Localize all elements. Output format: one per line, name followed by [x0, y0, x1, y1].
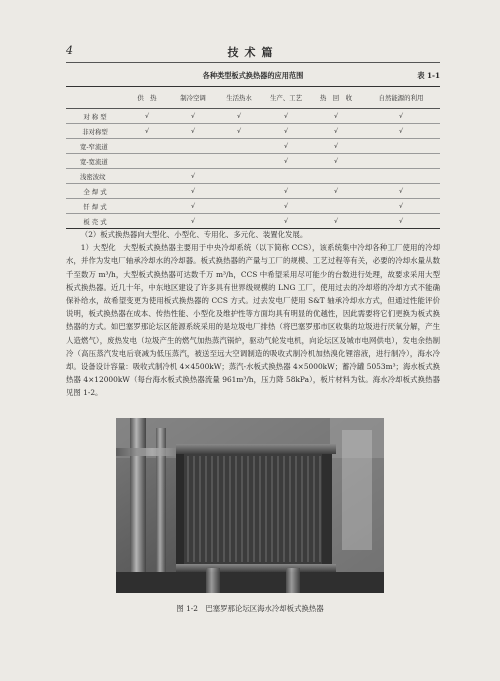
column-header: 自然能源的利用: [362, 87, 440, 109]
row-label: 钎 焊 式: [66, 199, 124, 214]
check-mark: √: [262, 154, 310, 169]
table-row: [66, 154, 440, 169]
row-label: 全 焊 式: [66, 184, 124, 199]
check-mark: [216, 169, 262, 184]
check-mark: [170, 154, 216, 169]
table-row: [66, 169, 440, 184]
check-mark: √: [170, 124, 216, 139]
column-header: 生产、工艺: [262, 87, 310, 109]
check-mark: [216, 139, 262, 154]
row-label: 非对称型: [66, 124, 124, 139]
figure-caption: 图 1-2 巴塞罗那论坛区海水冷却板式换热器: [176, 604, 324, 613]
column-header: 生活热水: [216, 87, 262, 109]
check-mark: √: [310, 214, 362, 229]
check-mark: √: [170, 199, 216, 214]
check-mark: √: [170, 184, 216, 199]
check-mark: [124, 169, 170, 184]
check-mark: √: [216, 109, 262, 124]
check-mark: √: [262, 214, 310, 229]
check-mark: √: [124, 124, 170, 139]
column-header: 热 回 收: [310, 87, 362, 109]
paragraph: （2）板式换热器向大型化、小型化、专用化、多元化、装置化发展。: [80, 230, 308, 239]
check-mark: √: [262, 109, 310, 124]
table-number: 表 1-1: [417, 71, 440, 80]
check-mark: [310, 199, 362, 214]
check-mark: √: [170, 109, 216, 124]
check-mark: √: [124, 109, 170, 124]
check-mark: √: [310, 109, 362, 124]
check-mark: √: [262, 184, 310, 199]
column-header: 供 热: [124, 87, 170, 109]
check-mark: [362, 169, 440, 184]
check-mark: [124, 214, 170, 229]
check-mark: √: [310, 184, 362, 199]
table-row: [66, 184, 440, 199]
check-mark: [170, 139, 216, 154]
check-mark: [216, 199, 262, 214]
body-text: [66, 228, 440, 400]
check-mark: √: [310, 154, 362, 169]
check-mark: [124, 139, 170, 154]
check-mark: √: [262, 139, 310, 154]
check-mark: [124, 199, 170, 214]
check-mark: [216, 214, 262, 229]
table-row: [66, 139, 440, 154]
table-caption: [66, 71, 440, 85]
check-mark: √: [362, 109, 440, 124]
row-label: 浅密波纹: [66, 169, 124, 184]
row-label: 宽-宽流道: [66, 154, 124, 169]
check-mark: √: [310, 139, 362, 154]
row-label: 宽-窄流道: [66, 139, 124, 154]
check-mark: √: [310, 124, 362, 139]
row-label: 板 壳 式: [66, 214, 124, 229]
check-mark: √: [362, 184, 440, 199]
table-row: [66, 199, 440, 214]
page-number: 4: [66, 44, 73, 57]
paragraph: 1）大型化 大型板式换热器主要用于中央冷却系统（以下简称 CCS），该系统集中冷却各种工厂使用的冷却水，并作为发电厂轴承冷却水的冷却器。板式换热器的产量与工厂的规模、工艺过程等有关，必要的冷却水量从数千至数万 m³/h，大型板式换热器可达数千万 m³/h，CCS 中希望采用尽可能少的台数进行处理，故要求采用大型板式换热器。近几十年，中东地区建设了许多具有世界级规模的 LNG 工厂，使用过去的冷却塔的冷却方式不能确保补给水，故希望变更为使用板式换热器的 CCS 方式。过去发电厂使用 S&T 轴承冷却水方式，但通过性能评价说明，板式换热器在成本、传热性能、小型化及维护性等方面均具有明显的优越性，因此需要将它们更换为板式换热器的方式。如巴塞罗那论坛区能源系统采用的是垃圾电厂排热（将巴塞罗那市区收集的垃圾进行厌氧分解，产生人造燃气），废热发电（垃圾产生的燃气加热蒸汽锅炉，驱动气轮发电机，向论坛区及城市电网供电），发电余热制冷（高压蒸汽发电后衰减为低压蒸汽，被送至远大空调制造的吸收式制冷机加热溴化锂溶液，进行制冷），海水冷却。设备设计容量：吸收式制冷机 4×4500kW；蒸汽-水板式换热器 4×5000kW；蓄冷罐 5053m³；海水板式换热器 4×12000kW（每台海水板式换热器流量 961m³/h，压力降 58kPa），板片材料为钛。海水冷却板式换热器见图 1-2。: [66, 243, 440, 398]
check-mark: [216, 154, 262, 169]
check-mark: [216, 184, 262, 199]
check-mark: [310, 169, 362, 184]
check-mark: √: [170, 214, 216, 229]
table-title: 各种类型板式换热器的应用范围: [202, 71, 304, 80]
check-mark: √: [362, 214, 440, 229]
section-title: 技术篇: [227, 46, 279, 59]
heat-exchanger-photo: [116, 418, 384, 593]
check-mark: √: [262, 124, 310, 139]
table-header-row: [66, 87, 440, 109]
check-mark: √: [262, 199, 310, 214]
check-mark: [362, 154, 440, 169]
column-header: [66, 87, 124, 109]
application-range-table: [66, 86, 440, 229]
column-header: 制冷空调: [170, 87, 216, 109]
check-mark: √: [170, 169, 216, 184]
check-mark: [124, 154, 170, 169]
row-label: 对 称 型: [66, 109, 124, 124]
table-row: [66, 124, 440, 139]
table-row: [66, 214, 440, 229]
plate-heat-exchanger-image: [116, 418, 384, 593]
check-mark: √: [362, 199, 440, 214]
check-mark: √: [362, 124, 440, 139]
check-mark: [362, 139, 440, 154]
running-head: [66, 42, 440, 63]
check-mark: [124, 184, 170, 199]
check-mark: [262, 169, 310, 184]
table-row: [66, 109, 440, 124]
check-mark: √: [216, 124, 262, 139]
